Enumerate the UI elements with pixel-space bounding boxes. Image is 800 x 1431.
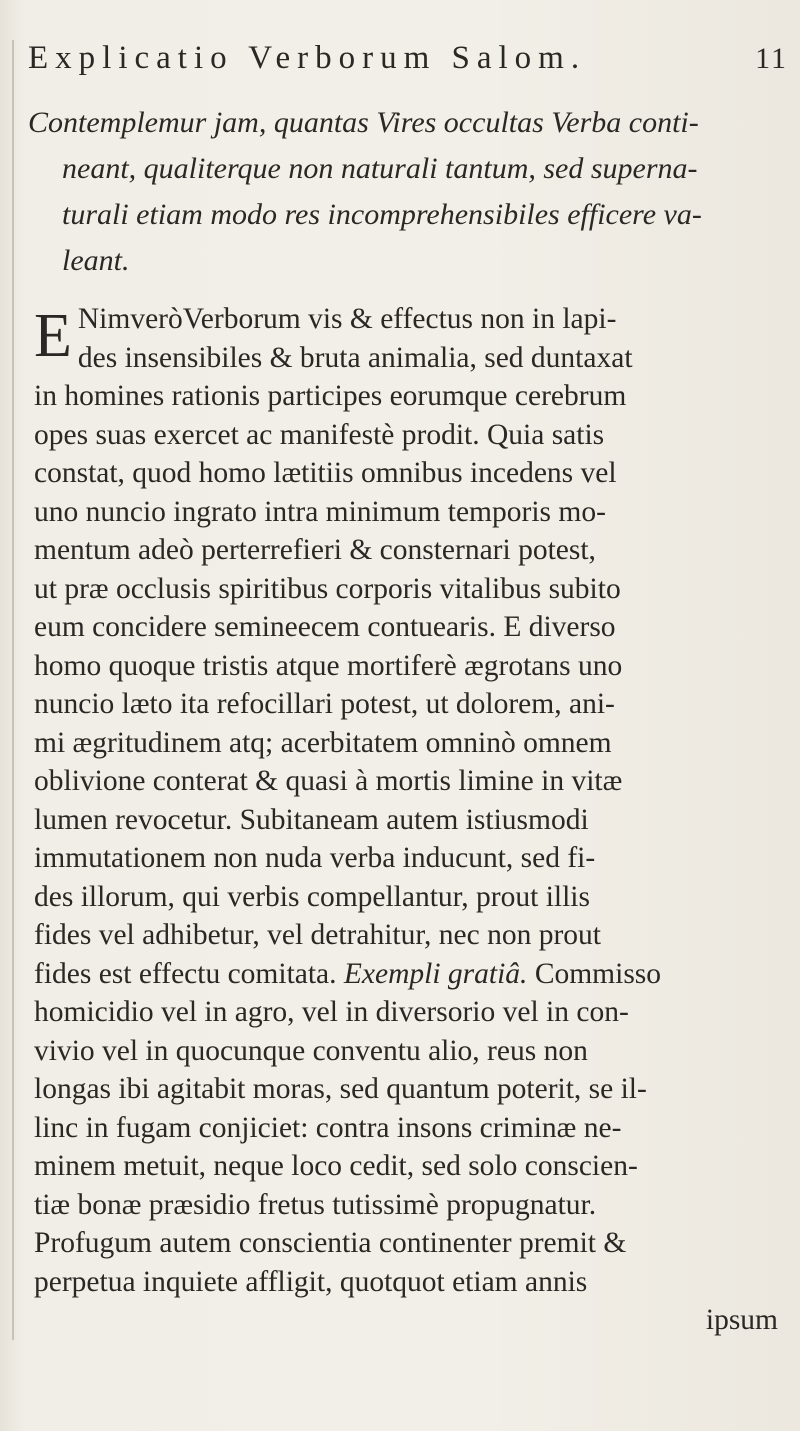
text-line: mentum adeò perterrefieri & consternari potest, bbox=[34, 534, 596, 566]
text-line: eum concidere semineecem contuearis. E diverso bbox=[34, 611, 616, 643]
text-line: nuncio læto ita refocillari potest, ut dolorem, ani- bbox=[34, 688, 615, 720]
text-segment: Commisso bbox=[534, 957, 662, 990]
text-line: homo quoque tristis atque mortiferè ægrotans uno bbox=[34, 649, 623, 682]
text-line: uno nuncio ingrato intra minimum temporis mo- bbox=[34, 495, 606, 528]
summary-line: leant. bbox=[62, 244, 130, 277]
italic-phrase: Exempli gratiâ. bbox=[343, 957, 528, 990]
text-line: fides vel adhibetur, vel detrahitur, nec non prout bbox=[34, 919, 601, 951]
binding-edge bbox=[12, 40, 14, 1340]
text-line: minem metuit, neque loco cedit, sed solo conscien- bbox=[34, 1150, 638, 1182]
text-line: des insensibiles & bruta animalia, sed duntaxat bbox=[77, 341, 633, 374]
catchword: ipsum bbox=[705, 1304, 778, 1336]
text-line: homicidio vel in agro, vel in diversorio vel in con- bbox=[34, 996, 629, 1028]
text-line: longas ibi agitabit moras, sed quantum poterit, se il- bbox=[34, 1073, 647, 1105]
text-line: immutationem non nuda verba inducunt, sed fi- bbox=[34, 842, 596, 874]
text-line: opes suas exercet ac manifestè prodit. Quia satis bbox=[34, 418, 605, 451]
chapter-summary bbox=[28, 100, 783, 284]
drop-capital: E bbox=[34, 302, 72, 370]
text-line: mi ægritudinem atq; acerbitatem omninò omnem bbox=[34, 726, 612, 759]
text-line: des illorum, qui verbis compellantur, prout illis bbox=[34, 880, 590, 913]
text-line: ut præ occlusis spiritibus corporis vitalibus subito bbox=[34, 572, 621, 605]
text-line: constat, quod homo lætitiis omnibus incedens vel bbox=[34, 457, 617, 489]
text-line: vivio vel in quocunque conventu alio, reus non bbox=[34, 1034, 588, 1067]
page-number: 11 bbox=[755, 42, 788, 75]
text-line: NimveròVerborum vis & effectus non in lapi- bbox=[77, 303, 617, 335]
text-line: in homines rationis participes eorumque cerebrum bbox=[34, 380, 627, 412]
running-title: Explicatio Verborum Salom. bbox=[28, 40, 587, 76]
text-line: oblivione conterat & quasi à mortis limine in vitæ bbox=[34, 765, 623, 797]
text-line: Profugum autem conscientia continenter premit & bbox=[34, 1227, 627, 1259]
text-segment: fides est effectu comitata. bbox=[34, 957, 337, 990]
text-line: lumen revocetur. Subitaneam autem istiusmodi bbox=[34, 803, 589, 836]
summary-line: turali etiam modo res incomprehensibiles efficere va- bbox=[62, 198, 702, 231]
text-line: tiæ bonæ præsidio fretus tutissimè propugnatur. bbox=[34, 1188, 597, 1221]
summary-line: neant, qualiterque non naturali tantum, sed superna- bbox=[62, 152, 698, 185]
text-line: perpetua inquiete affligit, quotquot etiam annis bbox=[34, 1265, 588, 1298]
running-head bbox=[28, 40, 788, 90]
text-line bbox=[34, 955, 786, 994]
summary-line: Contemplemur jam, quantas Vires occultas Verba conti- bbox=[28, 106, 699, 139]
text-line: linc in fugam conjiciet: contra insons criminæ ne- bbox=[34, 1111, 622, 1144]
body-text bbox=[34, 300, 786, 1340]
